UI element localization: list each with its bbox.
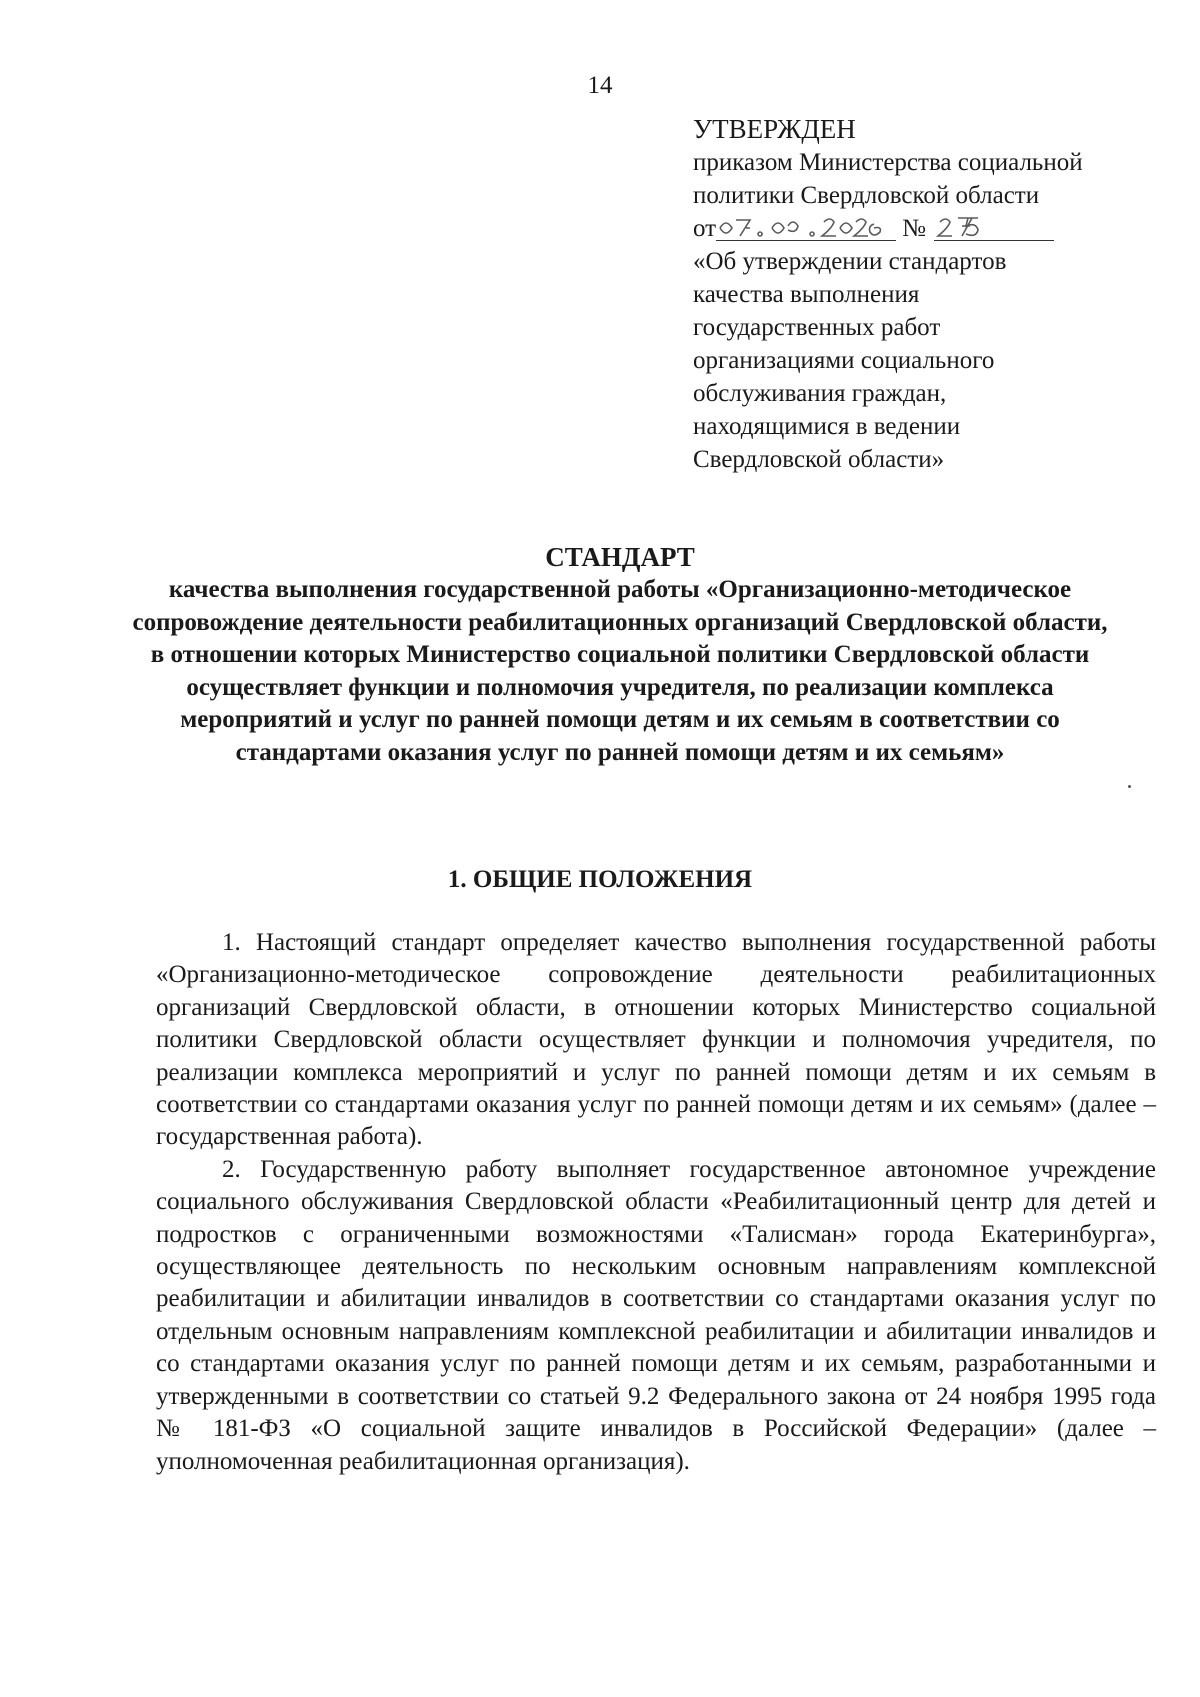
document-title-block	[130, 540, 1110, 769]
document-subtitle: качества выполнения государственной работы «Организационно-методическое сопровождение деятельности реабилитационных организаций Свердловской области, в отношении которых Министерство социальной политики Свердловской области осуществляет функции и полномочия учредителя, по реализации комплекса мероприятий и услуг по ранней помощи детям и их семьям в соответствии со стандартами оказания услуг по ранней помощи детям и их семьям»	[132, 576, 1108, 766]
approved-heading: УТВЕРЖДЕН	[693, 114, 856, 144]
approval-subject-3: государственных работ	[693, 314, 941, 341]
body-text	[156, 927, 1156, 1478]
handwritten-number	[934, 212, 1054, 241]
handwritten-date	[716, 212, 896, 241]
approval-subject-5: обслуживания граждан,	[693, 380, 947, 407]
document-title: СТАНДАРТ	[545, 542, 695, 572]
approval-line-1: приказом Министерства социальной	[693, 149, 1083, 176]
from-label: от	[693, 215, 717, 242]
number-label: №	[902, 215, 926, 242]
approval-subject-2: качества выполнения	[693, 281, 920, 308]
page-number: 14	[587, 72, 613, 99]
paragraph-1: 1. Настоящий стандарт определяет качество выполнения государственной работы «Организационно-методическое сопровождение деятельности реабилитационных организаций Свердловской области, в отношении которых Министерство социальной политики Свердловской области осуществляет функции и полномочия учредителя, по реализации комплекса мероприятий и услуг по ранней помощи детям и их семьям в соответствии со стандартами оказания услуг по ранней помощи детям и их семьям» (далее – государственная работа).	[156, 929, 1156, 1151]
approval-stamp-block	[693, 113, 1163, 476]
order-date-number-line	[693, 212, 1163, 245]
approval-subject-7: Свердловской области»	[693, 446, 945, 473]
approval-subject-4: организациями социального	[693, 347, 995, 374]
approval-subject-6: находящимися в ведении	[693, 413, 961, 440]
paragraph-2: 2. Государственную работу выполняет государственное автономное учреждение социального обслуживания Свердловской области «Реабилитационный центр для детей и подростков с ограниченными возможностями «Талисман» города Екатеринбурга», осуществляющее деятельность по нескольким основным направлениям комплексной реабилитации и абилитации инвалидов в соответствии со стандартами оказания услуг по отдельным основным направлениям комплексной реабилитации и абилитации инвалидов и со стандартами оказания услуг по ранней помощи детям и их семьям, разработанными и утвержденными в соответствии со статьей 9.2 Федерального закона от 24 ноября 1995 года № 181-ФЗ «О социальной защите инвалидов в Российской Федерации» (далее – уполномоченная реабилитационная организация).	[156, 1155, 1156, 1475]
scan-speck	[1128, 785, 1131, 788]
approval-line-2: политики Свердловской области	[693, 182, 1040, 209]
approval-subject-1: «Об утверждении стандартов	[693, 248, 1007, 275]
section-heading: 1. ОБЩИЕ ПОЛОЖЕНИЯ	[447, 866, 753, 893]
